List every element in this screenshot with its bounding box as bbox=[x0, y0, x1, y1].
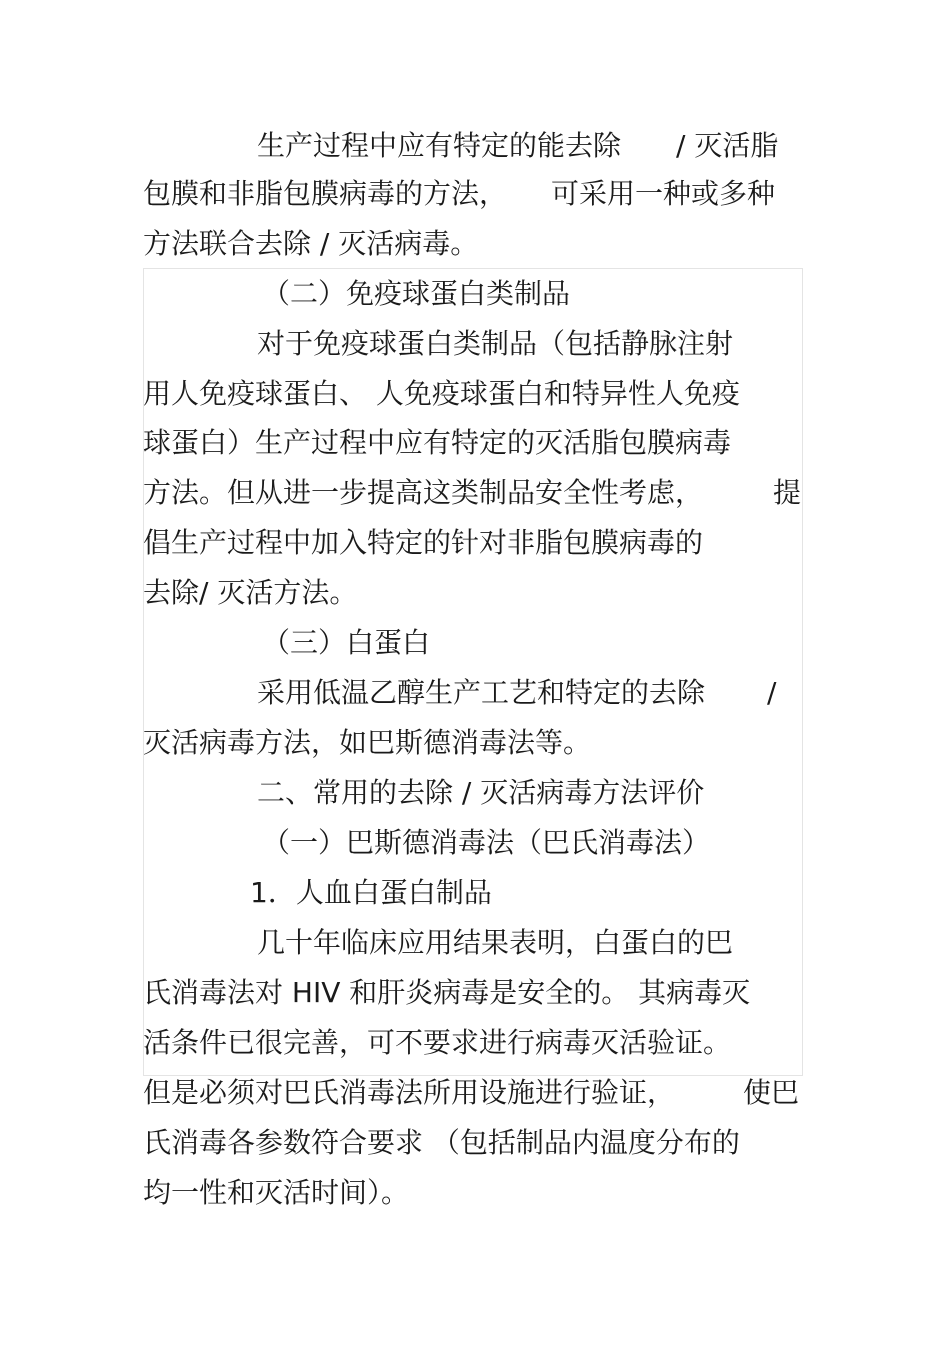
section-heading: 1．人血白蛋白制品 bbox=[250, 876, 492, 909]
paragraph-line: 但是必须对巴氏消毒法所用设施进行验证， bbox=[143, 1076, 676, 1109]
paragraph-line: 采用低温乙醇生产工艺和特定的去除 bbox=[257, 676, 706, 709]
text-segment: / 灭活脂 bbox=[676, 129, 779, 162]
text-segment: 生产过程中应有特定的能去除 bbox=[257, 129, 622, 162]
paragraph-line: 灭活病毒方法，如巴斯德消毒法等。 bbox=[143, 726, 592, 759]
section-heading: （一）巴斯德消毒法（巴氏消毒法） bbox=[262, 826, 711, 859]
paragraph-line: 均一性和灭活时间）。 bbox=[143, 1176, 410, 1209]
section-heading: 二、常用的去除 / 灭活病毒方法评价 bbox=[257, 776, 705, 809]
paragraph-line: 提 bbox=[773, 476, 802, 509]
section-heading: （二）免疫球蛋白类制品 bbox=[262, 277, 571, 310]
paragraph-line: 使巴 bbox=[743, 1076, 800, 1109]
section-heading: （三）白蛋白 bbox=[262, 626, 431, 659]
paragraph-line: 包膜和非脂包膜病毒的方法， bbox=[143, 177, 508, 210]
paragraph-line: 方法联合去除 / 灭活病毒。 bbox=[143, 227, 479, 260]
paragraph-line: 球蛋白）生产过程中应有特定的灭活脂包膜病毒 bbox=[143, 426, 732, 459]
paragraph-line: 去除/ 灭活方法。 bbox=[143, 576, 358, 609]
paragraph-line: 氏消毒法对 HIV 和肝炎病毒是安全的。 其病毒灭 bbox=[143, 976, 751, 1009]
paragraph-line bbox=[676, 128, 778, 164]
paragraph-line: / bbox=[767, 676, 777, 709]
paragraph-line: 可采用一种或多种 bbox=[551, 177, 776, 210]
paragraph-line: 对于免疫球蛋白类制品（包括静脉注射 bbox=[257, 327, 734, 360]
paragraph-line: 几十年临床应用结果表明，白蛋白的巴 bbox=[257, 926, 734, 959]
paragraph-line: 方法。但从进一步提高这类制品安全性考虑， bbox=[143, 476, 704, 509]
paragraph-line: 倡生产过程中加入特定的针对非脂包膜病毒的 bbox=[143, 526, 704, 559]
paragraph-line: 氏消毒各参数符合要求 （包括制品内温度分布的 bbox=[143, 1126, 740, 1159]
paragraph-line bbox=[257, 128, 621, 164]
paragraph-line: 活条件已很完善，可不要求进行病毒灭活验证。 bbox=[143, 1026, 732, 1059]
paragraph-line: 用人免疫球蛋白、 人免疫球蛋白和特异性人免疫 bbox=[143, 377, 740, 410]
